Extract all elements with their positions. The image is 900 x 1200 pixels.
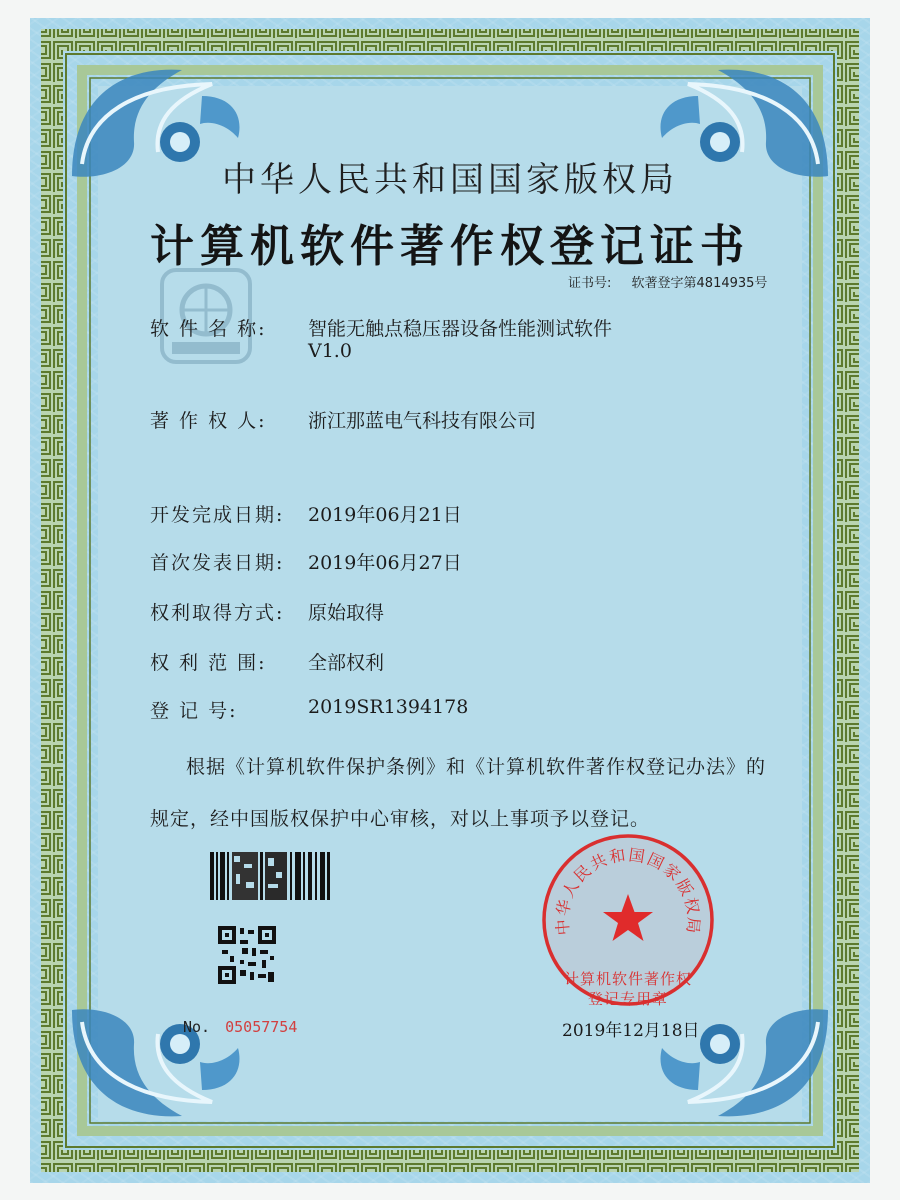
- field-label: 登 记 号:: [150, 700, 238, 722]
- field-label: 著 作 权 人:: [150, 410, 267, 432]
- seal-text-line-2: 登记专用章: [587, 990, 668, 1008]
- field-value: 浙江那蓝电气科技有限公司: [308, 410, 537, 432]
- serial-number-value: 05057754: [225, 1018, 298, 1036]
- field-label: 首次发表日期:: [150, 552, 285, 574]
- qr-code-icon: [218, 926, 276, 984]
- field-value: 全部权利: [308, 652, 385, 674]
- statement-line-2: 规定，经中国版权保护中心审核，对以上事项予以登记。: [150, 808, 651, 830]
- field-rights-scope: [150, 648, 385, 675]
- issuing-authority: 中华人民共和国国家版权局: [222, 160, 678, 200]
- serial-number-label: No.: [183, 1018, 211, 1036]
- field-software-name: [150, 314, 613, 362]
- certificate-title: 计算机软件著作权登记证书: [150, 221, 750, 272]
- seal-ring-text: 中华人民共和国国家版权局: [552, 845, 704, 937]
- certificate-number-value: 软著登字第4814935号: [631, 276, 768, 291]
- serial-number: [183, 1018, 297, 1036]
- certificate-number: [568, 272, 767, 291]
- certificate-number-label: 证书号:: [568, 276, 612, 291]
- seal-text-line-1: 计算机软件著作权: [563, 970, 692, 988]
- field-development-date: [150, 500, 462, 527]
- field-publication-date: [150, 548, 462, 575]
- field-value: 2019SR1394178: [308, 696, 469, 718]
- field-value: 智能无触点稳压器设备性能测试软件: [308, 318, 613, 340]
- field-value: 2019年06月27日: [308, 552, 462, 574]
- field-label: 权 利 范 围:: [150, 652, 267, 674]
- statement-line-1: 根据《计算机软件保护条例》和《计算机软件著作权登记办法》的: [186, 756, 767, 778]
- field-value: 原始取得: [308, 602, 385, 624]
- field-acquisition-method: [150, 598, 385, 625]
- field-label: 软 件 名 称:: [150, 318, 267, 340]
- field-label: 权利取得方式:: [150, 602, 285, 624]
- issue-date: 2019年12月18日: [562, 1021, 700, 1041]
- barcode-icon: [210, 852, 330, 900]
- field-value: 2019年06月21日: [308, 504, 462, 526]
- field-label: 开发完成日期:: [150, 504, 285, 526]
- field-registration-number: [150, 696, 469, 723]
- field-copyright-owner: [150, 406, 537, 433]
- field-value-version: V1.0: [308, 340, 352, 362]
